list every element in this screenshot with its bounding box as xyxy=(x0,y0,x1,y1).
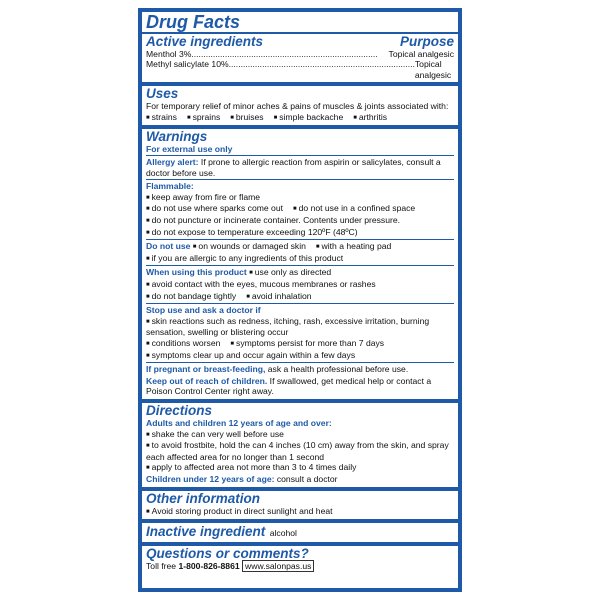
ingredient-name: Methyl salicylate 10% xyxy=(146,59,229,70)
contact-row: Toll free 1-800-826-8861 www.salonpas.us xyxy=(146,561,454,572)
stop-use-section: Stop use and ask a doctor if ■ skin reactions such as redness, itching, rash, excessive irritation, burning sensation, swelling or blistering occur ■ conditions worsen■ symptoms persist for more than 7 days ■ symptoms clear up and occur again within a few days xyxy=(146,304,454,362)
active-ingredients-header: Active ingredients xyxy=(146,33,264,49)
pregnancy-warning: If pregnant or breast-feeding, ask a health professional before use. xyxy=(146,364,409,375)
drug-facts-panel: Drug Facts Active ingredients Purpose Menthol 3%.............................................................................. Topical analgesic Methyl salicylate 10%.............................................................................. Topical analgesic Uses For temporary relief of minor aches & pains of muscles & joints associated with: ■ strains■ sprains■ bruises■ simple backache■ arthritis Warnings For external use only Allergy alert: If prone to allergic reaction from aspirin or salicylates, consult a doctor before use. Flammable: ■ keep away from fire or flame ■ do not use where sparks come out■ do not use in a confined space ■ do not puncture or incinerate container. Contents under pressure. ■ do not expose to temperature exceeding 120ºF (48ºC) Do not use ■ on wounds or damaged skin■ with a heating pad ■ if you are allergic to any ingredients of this product When using this product ■ use only as directed ■ avoid contact with the eyes, mucous membranes or rashes ■ do not bandage tightly■ avoid inhalation Stop use and ask a doctor if ■ skin reactions such as redness, itching, rash, excessive irritation, burning sensation, swelling or blistering occur ■ conditions worsen■ symptoms persist for more than 7 days ■ symptoms clear up and occur again within a few days If pregnant or breast-feeding, ask a health professional before use. Keep out of reach of children. If swallowed, get medical help or contact a Poison Control Center right away. Directions Adults and children 12 years of age and over: ■ shake the can very well before use ■ to avoid frostbite, hold the can 4 inches (10 cm) away from the skin, and spray each affected area for no longer than 1 second ■ apply to affected area not more than 3 to 4 times daily Children under 12 years of age: consult a doctor Other information ■ Avoid storing product in direct sunlight and heat Inactive ingredient alcohol Questions or comments? Toll free 1-800-826-8861 www.salonpas.us xyxy=(138,8,462,592)
flammable-section: Flammable: ■ keep away from fire or flame ■ do not use where sparks come out■ do not use in a confined space ■ do not puncture or incinerate container. Contents under pressure. ■ do not expose to temperature exceeding 120ºF (48ºC) xyxy=(146,180,454,239)
other-information-header: Other information xyxy=(146,490,260,506)
other-information-item: ■ Avoid storing product in direct sunlight and heat xyxy=(146,506,454,518)
do-not-use-section: Do not use ■ on wounds or damaged skin■ with a heating pad ■ if you are allergic to any ingredients of this product xyxy=(146,240,454,265)
external-use-only: For external use only xyxy=(146,144,233,155)
inactive-ingredient-row: Inactive ingredient alcohol xyxy=(146,524,297,540)
allergy-alert: Allergy alert: If prone to allergic reaction from aspirin or salicylates, consult a doctor before use. xyxy=(146,157,441,178)
directions-section: Adults and children 12 years of age and over: ■ shake the can very well before use ■ to avoid frostbite, hold the can 4 inches (10 cm) away from the skin, and spray each affected area for no longer than 1 second ■ apply to affected area not more than 3 to 4 times daily Children under 12 years of age: consult a doctor xyxy=(146,418,454,485)
uses-intro: For temporary relief of minor aches & pains of muscles & joints associated with: xyxy=(146,101,449,112)
phone-number: 1-800-826-8861 xyxy=(178,561,240,572)
drug-facts-title: Drug Facts xyxy=(146,12,241,32)
purpose-header: Purpose xyxy=(399,33,454,49)
directions-header: Directions xyxy=(146,402,213,418)
ingredient-purpose: Topical analgesic xyxy=(388,48,454,59)
uses-header: Uses xyxy=(146,86,179,102)
website-url: www.salonpas.us xyxy=(242,560,314,572)
when-using-section: When using this product ■ use only as directed ■ avoid contact with the eyes, mucous membranes or rashes ■ do not bandage tightly■ avoid inhalation xyxy=(146,266,454,303)
warnings-header: Warnings xyxy=(146,129,208,145)
ingredient-purpose: Topical analgesic xyxy=(414,59,452,80)
uses-list: ■ strains■ sprains■ bruises■ simple backache■ arthritis xyxy=(146,112,454,124)
ingredient-name: Menthol 3% xyxy=(146,48,192,59)
inactive-ingredient-value: alcohol xyxy=(269,528,297,539)
keep-out-of-reach: Keep out of reach of children. If swallowed, get medical help or contact a Poison Control Center right away. xyxy=(146,375,432,397)
questions-header: Questions or comments? xyxy=(146,546,309,562)
